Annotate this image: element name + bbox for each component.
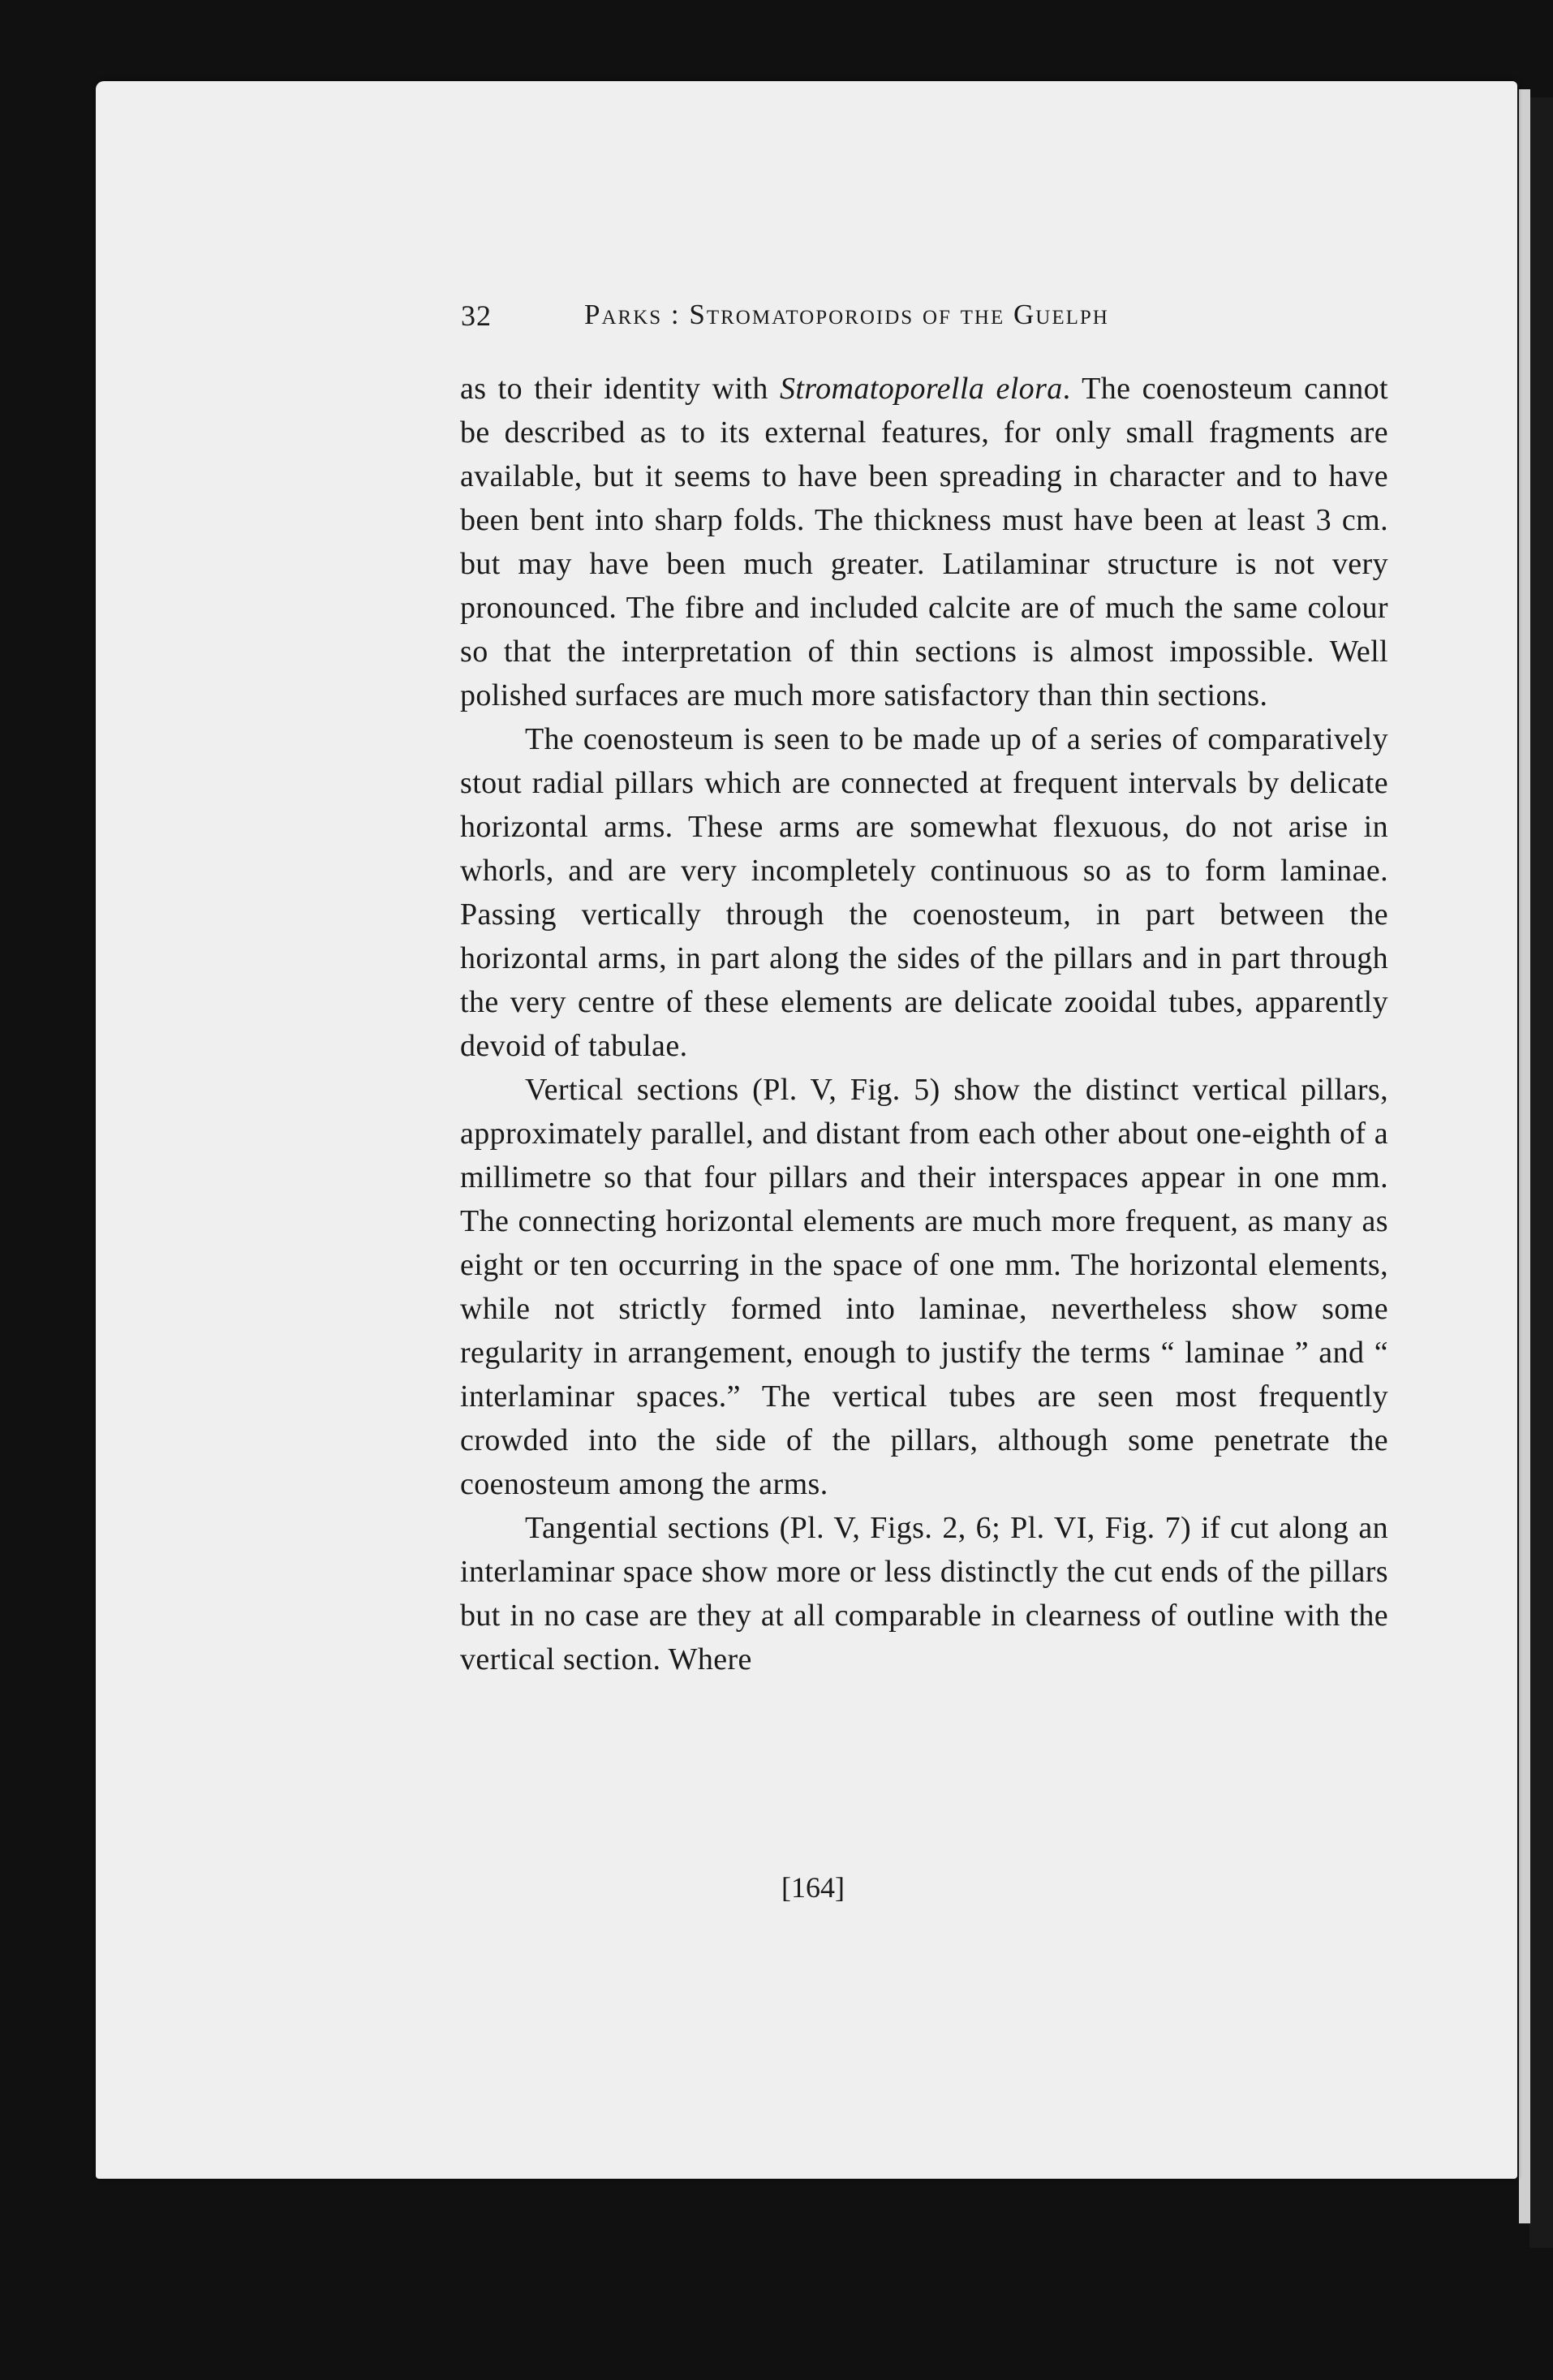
paragraph-1 [460,367,1388,717]
species-name: Stromatoporella elora [779,372,1063,406]
paragraph-4: Tangential sections (Pl. V, Figs. 2, 6; Pl. VI, Fig. 7) if cut along an interlaminar space show more or less distinctly the cut ends of the pillars but in no case are they at all comparable in clearness of outline with the vertical section. Where [460,1511,1388,1676]
running-header [461,299,1417,347]
facing-page-edge [1529,97,1553,2248]
running-title: Parks : Stromatoporoids of the Guelph [584,299,1109,330]
paragraph-1-lead: as to their identity with [460,372,780,406]
folio-number: 32 [461,299,492,332]
body-text [460,367,1388,1681]
paragraph-1-rest: . The coenosteum cannot be described as to its external features, for only small fragments are available, but it seems to have been spreading in character and to have been bent into sharp folds. The thickness must have been at least 3 cm. but may have been much greater. Latilaminar structure is not very pronounced. The fibre and included calcite are of much the same colour so that the interpretation of thin sections is almost impossible. Well polished surfaces are much more satisfactory than thin sections. [460,372,1388,712]
paragraph-2: The coenosteum is seen to be made up of a series of comparatively stout radial pillars which are connected at frequent intervals by delicate horizontal arms. These arms are somewhat flexuous, do not arise in whorls, and are very incompletely continuous so as to form laminae. Passing vertically through the coenosteum, in part between the horizontal arms, in part along the sides of the pillars and in part through the very centre of these elements are delicate zooidal tubes, apparently devoid of tabulae. [460,722,1388,1063]
page-number: [164] [781,1871,845,1904]
paragraph-3: Vertical sections (Pl. V, Fig. 5) show the distinct vertical pillars, approximately parallel, and distant from each other about one-eighth of a millimetre so that four pillars and their interspaces appear in one mm. The connecting horizontal elements are much more frequent, as many as eight or ten occurring in the space of one mm. The horizontal elements, while not strictly formed into laminae, nevertheless show some regularity in arrangement, enough to justify the terms “ laminae ” and “ interlaminar spaces.” The vertical tubes are seen most frequently crowded into the side of the pillars, although some penetrate the coenosteum among the arms. [460,1073,1388,1501]
